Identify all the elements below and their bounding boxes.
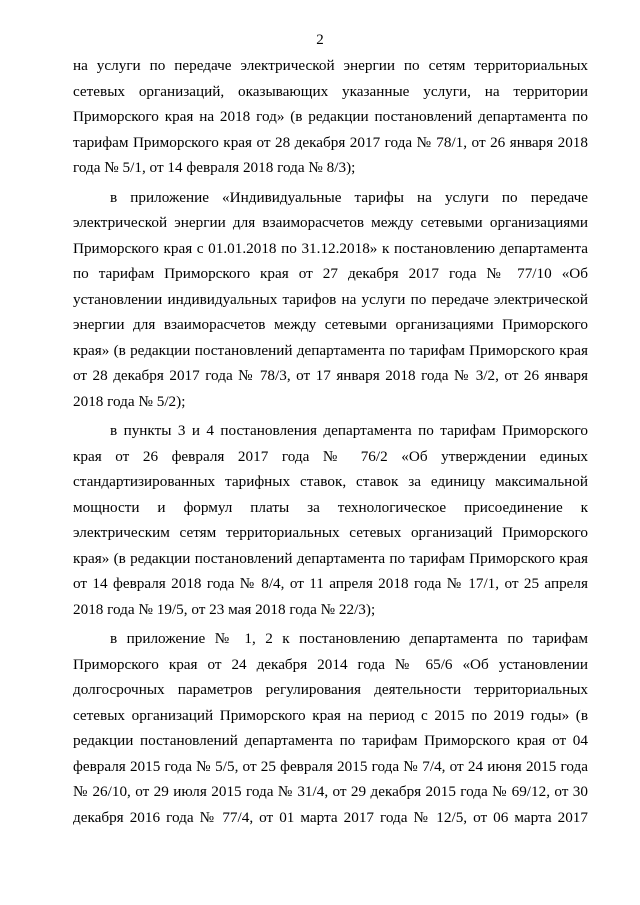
paragraph-individual-tariffs: в приложение «Индивидуальные тарифы на услуги по передаче электрической энергии для взаиморасчетов между сетевыми организациями Приморского края с 01.01.2018 по 31.12.2018» к постановлению департамента по тарифам Приморского края от 27 декабря 2017 года № 77/10 «Об установлении индивидуальных тарифов на услуги по передаче электрической энергии для взаиморасчетов между сетевыми организациями Приморского края» (в редакции постановлений департамента по тарифам Приморского края от 28 декабря 2017 года № 78/3, от 17 января 2018 года № 3/2, от 26 января 2018 года № 5/2);	[73, 188, 588, 410]
page-number: 2	[316, 32, 324, 48]
paragraph-continuation: на услуги по передаче электрической энергии по сетям территориальных сетевых организаций, оказывающих указанные услуги, на территории Приморского края на 2018 год» (в редакции постановлений департамента по тарифам Приморского края от 28 декабря 2017 года № 78/1, от 26 января 2018 года № 5/1, от 14 февраля 2018 года № 8/3);	[73, 57, 588, 176]
document-body	[73, 53, 588, 830]
paragraph-long-term-parameters: в приложение № 1, 2 к постановлению департамента по тарифам Приморского края от 24 декабря 2014 года № 65/6 «Об установлении долгосрочных параметров регулирования деятельности территориальных сетевых организаций Приморского края на период с 2015 по 2019 годы» (в редакции постановлений департамента по тарифам Приморского края от 04 февраля 2015 года № 5/5, от 25 февраля 2015 года № 7/4, от 24 июня 2015 года № 26/10, от 29 июля 2015 года № 31/4, от 29 декабря 2015 года № 69/12, от 30 декабря 2016 года № 77/4, от 01 марта 2017 года № 12/5, от 06 марта 2017	[73, 630, 588, 826]
paragraph-standardized-rates: в пункты 3 и 4 постановления департамента по тарифам Приморского края от 26 февраля 2017 года № 76/2 «Об утверждении единых стандартизированных тарифных ставок, ставок за единицу максимальной мощности и формул платы за технологическое присоединение к электрическим сетям территориальных сетевых организаций Приморского края» (в редакции постановлений департамента по тарифам Приморского края от 14 февраля 2018 года № 8/4, от 11 апреля 2018 года № 17/1, от 25 апреля 2018 года № 19/5, от 23 мая 2018 года № 22/3);	[73, 422, 588, 618]
